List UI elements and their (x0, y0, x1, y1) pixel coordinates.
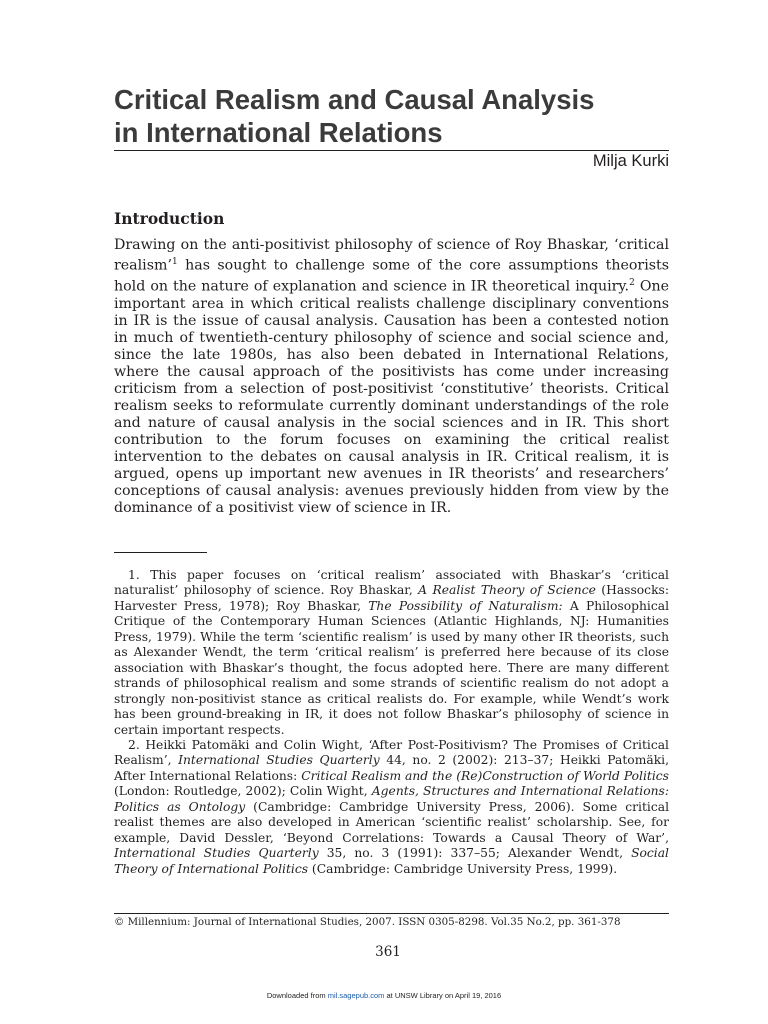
footnotes (114, 568, 669, 877)
download-notice (0, 991, 768, 1000)
body-paragraph (114, 237, 669, 517)
copyright-rule (114, 913, 669, 914)
footnote-text: A Philosophical Critique of the Contemporary Human Sciences (Atlantic Highlands, NJ: Humanities Press, 1979). While the term ‘scientific realism’ is used by many other IR theorists, such as Alexander Wendt, the term ‘critical realism’ is preferred here because of its close association with Bhaskar’s thought, the focus adopted here. There are many different strands of philosophical realism and some strands of scientific realism do not adopt a strongly non-positivist stance as critical realists do. For example, while Wendt’s work has been ground-breaking in IR, it does not follow Bhaskar’s philosophy of science in certain important respects. (114, 598, 670, 737)
footnote-text: (Cambridge: Cambridge University Press, 1999). (308, 861, 618, 876)
title-rule (114, 150, 669, 151)
footnote-italic-title: Agents, Structures and International Relations: Politics as Ontology (114, 784, 669, 814)
download-prefix: Downloaded from (266, 991, 328, 1000)
footnote-ref[interactable]: 2 (629, 277, 635, 288)
article-title (114, 83, 674, 149)
footnote-italic-title: The Possibility of Naturalism: (368, 598, 563, 613)
footnote-italic-title: A Realist Theory of Science (418, 583, 596, 598)
section-heading: Introduction (114, 209, 225, 228)
article-title-line: Critical Realism and Causal Analysis (114, 84, 595, 115)
footnote-text: 44, no. 2 (2002): 213–37; Heikki Patomäki, After International Relations: (114, 753, 669, 783)
footnote-2 (114, 738, 669, 877)
footnote-rule (114, 552, 207, 553)
footnote-text: (Hassocks: Harvester Press, 1978); Roy Bhaskar, (114, 583, 669, 613)
footnote-italic-title: Critical Realism and the (Re)Construction of World Politics (301, 768, 669, 783)
article-title-line: in International Relations (114, 117, 443, 148)
footnote-text: 2. Heikki Patomäki and Colin Wight, ‘After Post-Positivism? The Promises of Critical Realism’, (114, 737, 669, 768)
footnote-text: 35, no. 3 (1991): 337–55; Alexander Wendt, (318, 846, 632, 861)
footnote-italic-title: International Studies Quarterly (178, 753, 380, 768)
copyright-line: © Millennium: Journal of International Studies, 2007. ISSN 0305-8298. Vol.35 No.2, pp. 361-378 (114, 916, 621, 928)
body-text-segment: Drawing on the anti-positivist philosophy of science of Roy Bhaskar, ‘critical realism’ (114, 237, 669, 274)
body-text-segment: has sought to challenge some of the core assumptions theorists hold on the nature of explanation and science in IR theoretical inquiry. (114, 257, 669, 295)
body-text-segment: One important area in which critical realists challenge disciplinary conventions in IR is the issue of causal analysis. Causation has been a contested notion in much of twentieth-century philosophy of science and social science and, since the late 1980s, has also been debated in International Relations, where the causal approach of the positivists has come under increasing criticism from a selection of post-positivist ‘constitutive’ theorists. Critical realism seeks to reformulate currently dominant understandings of the role and nature of causal analysis in the social sciences and in IR. This short contribution to the forum focuses on examining the critical realist intervention to the debates on causal analysis in IR. Critical realism, it is argued, opens up important new avenues in IR theorists’ and researchers’ conceptions of causal analysis: avenues previously hidden from view by the dominance of a positivist view of science in IR. (114, 278, 669, 517)
download-link[interactable]: mil.sagepub.com (327, 991, 385, 1000)
footnote-1 (114, 568, 669, 738)
footnote-ref[interactable]: 1 (171, 257, 178, 268)
footnote-text: (London: Routledge, 2002); Colin Wight, (114, 784, 372, 799)
download-suffix: at UNSW Library on April 19, 2016 (384, 991, 502, 1000)
footnote-text: 1. This paper focuses on ‘critical realism’ associated with Bhaskar’s ‘critical naturalist’ philosophy of science. Roy Bhaskar, (114, 568, 669, 598)
footnote-italic-title: Social Theory of International Politics (114, 846, 669, 876)
page-number: 361 (375, 944, 401, 960)
author-name: Milja Kurki (592, 152, 669, 170)
footnote-text: (Cambridge: Cambridge University Press, 2006). Some critical realist themes are also developed in American ‘scientific realist’ scholarship. See, for example, David Dessler, ‘Beyond Correlations: Towards a Causal Theory of War’, (114, 799, 670, 845)
footnote-italic-title: International Studies Quarterly (114, 846, 319, 861)
